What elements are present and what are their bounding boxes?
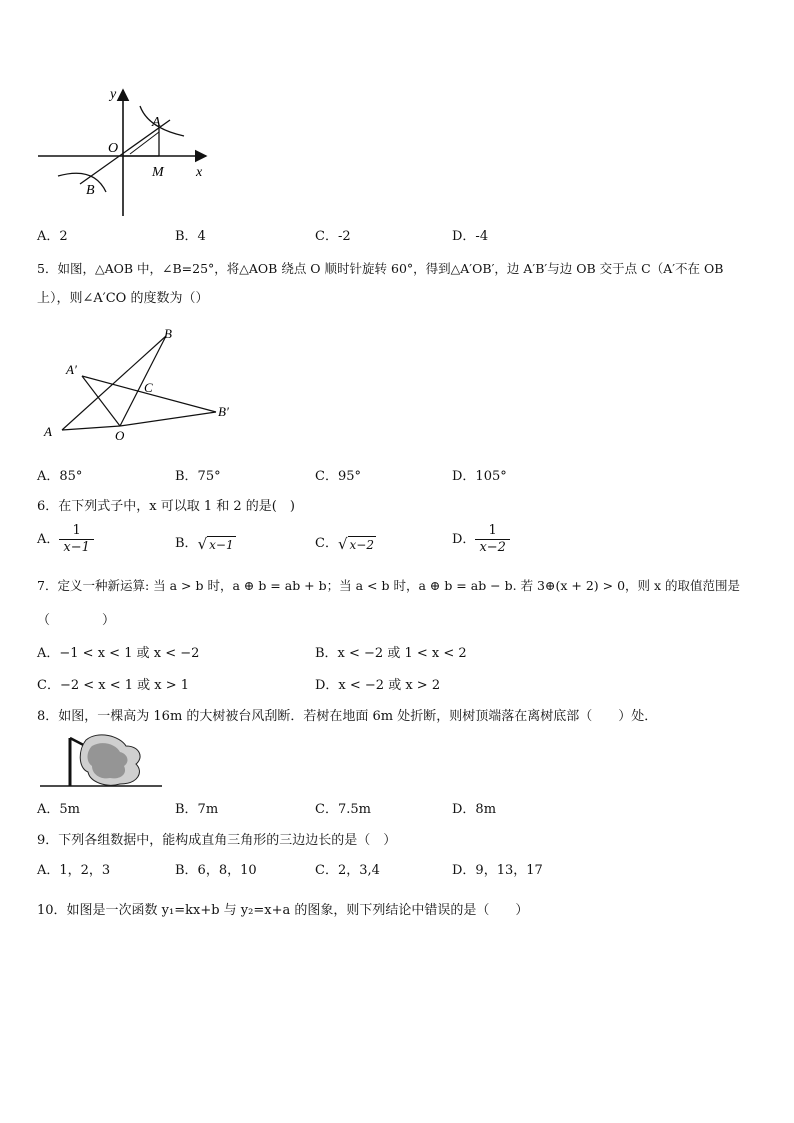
q5-option-b: B．75°: [175, 469, 221, 484]
radical-sign-icon: √: [337, 535, 348, 553]
label-b-prime: B′: [218, 404, 229, 419]
q6-option-a-denominator: x−1: [59, 539, 94, 555]
segment-ao: [62, 426, 120, 430]
label-b: B: [164, 326, 172, 341]
label-x: x: [196, 165, 203, 180]
label-o: O: [115, 428, 125, 443]
q9-option-b: B．6，8，10: [175, 863, 257, 878]
radical-sign-icon: √: [197, 535, 208, 553]
q6-option-b: [175, 535, 236, 553]
q4-option-c: C．-2: [315, 229, 351, 244]
q8-stem: 8．如图，一棵高为 16m 的大树被台风刮断．若树在地面 6m 处折断，则树顶端落在离树底部（ ）处．: [37, 709, 658, 724]
q6-option-a-numerator: 1: [72, 523, 81, 538]
segment-ref: [130, 132, 159, 154]
q6-option-d-prefix: D．: [452, 531, 476, 547]
q7-option-c: C．−2 < x < 1 或 x > 1: [37, 678, 190, 693]
q8-option-d: D．8m: [452, 802, 497, 817]
q8-option-c: C．7.5m: [315, 802, 371, 817]
q5-stem-line2: 上），则∠A′CO 的度数为（）: [37, 291, 209, 306]
q7-option-d: D．x < −2 或 x > 2: [315, 678, 441, 693]
q6-option-c-prefix: C．: [315, 536, 338, 551]
label-b: B: [86, 183, 95, 198]
q6-stem: 6．在下列式子中，x 可以取 1 和 2 的是( ): [37, 499, 295, 514]
q5-stem-line1: 5．如图，△AOB 中，∠B=25°，将△AOB 绕点 O 顺时针旋转 60°，得到△A′OB′，边 A′B′与边 OB 交于点 C（A′不在 OB: [37, 261, 724, 276]
q4-option-b: B．4: [175, 229, 206, 244]
q6-option-c: [315, 535, 376, 553]
label-o: O: [108, 141, 119, 156]
label-a: A: [152, 115, 161, 130]
q6-option-b-radicand: x−1: [209, 538, 234, 552]
label-m: M: [152, 165, 164, 180]
q4-figure: [34, 84, 214, 218]
q6-option-a-fraction: [59, 524, 94, 555]
q6-option-b-prefix: B．: [175, 536, 198, 551]
q6-option-d-denominator: x−2: [475, 539, 510, 555]
q6-option-b-sqrt: [198, 536, 236, 552]
q6-option-d-numerator: 1: [488, 523, 497, 538]
q9-option-c: C．2，3,4: [315, 863, 380, 878]
q9-option-d: D．9，13，17: [452, 863, 543, 878]
q6-option-d-fraction: [475, 524, 510, 555]
segment-ob: [120, 336, 166, 426]
q8-option-b: B．7m: [175, 802, 219, 817]
label-y: y: [110, 87, 117, 102]
hyperbola-branch-1: [140, 106, 184, 136]
q9-stem: 9．下列各组数据中，能构成直角三角形的三边边长的是（ ）: [37, 833, 397, 848]
label-a-prime: A′: [66, 362, 77, 377]
q4-option-a: A．2: [37, 229, 68, 244]
label-c: C: [144, 380, 153, 395]
q6-option-c-sqrt: [338, 536, 376, 552]
q8-option-a: A．5m: [37, 802, 80, 817]
q7-option-a: A．−1 < x < 1 或 x < −2: [37, 646, 200, 661]
q9-option-a: A．1，2，3: [37, 863, 111, 878]
q10-stem: 10．如图是一次函数 y₁=kx+b 与 y₂=x+a 的图象，则下列结论中错误的是（ ）: [37, 903, 529, 918]
q8-figure: [40, 732, 166, 790]
q6-option-d: [452, 524, 510, 555]
q7-option-b: B．x < −2 或 1 < x < 2: [315, 646, 467, 661]
q4-option-d: D．-4: [452, 229, 489, 244]
label-a: A: [44, 424, 52, 439]
q6-option-c-radicand: x−2: [349, 538, 374, 552]
q6-option-a-prefix: A．: [37, 531, 60, 547]
q7-answer-paren: （ ）: [37, 613, 116, 628]
q5-option-c: C．95°: [315, 469, 361, 484]
q5-figure: [40, 324, 250, 444]
segment-ob1: [120, 412, 216, 426]
q5-option-d: D．105°: [452, 469, 507, 484]
q5-option-a: A．85°: [37, 469, 83, 484]
q6-option-a: [37, 524, 94, 555]
q7-stem: 7．定义一种新运算: 当 a > b 时，a ⊕ b = ab + b；当 a < b 时，a ⊕ b = ab − b. 若 3⊕(x + 2) > 0，则 x 的取值范围是: [37, 578, 741, 593]
